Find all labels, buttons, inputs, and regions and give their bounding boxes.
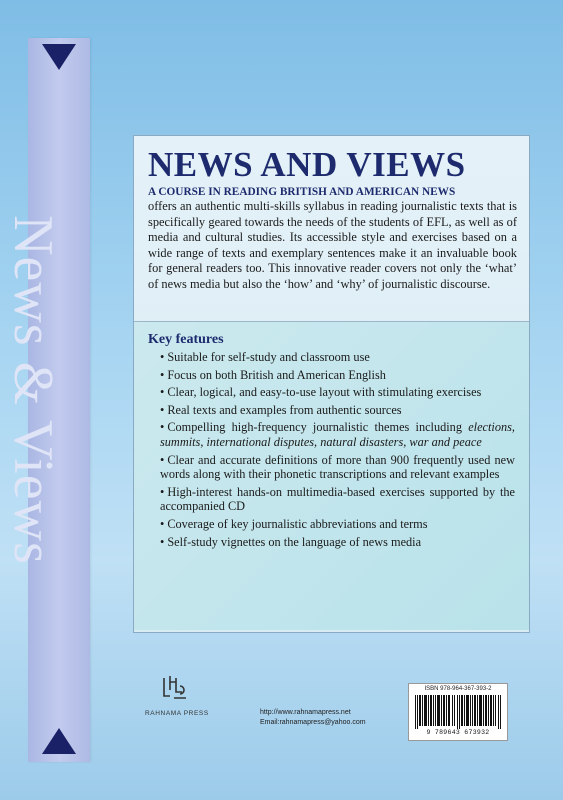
barcode-box xyxy=(408,683,508,741)
bullet-icon: • xyxy=(160,350,165,364)
bullet-icon: • xyxy=(160,452,165,467)
triangle-down-icon xyxy=(42,44,76,70)
publisher-name: RAHNAMA PRESS xyxy=(145,710,209,717)
bullet-icon: • xyxy=(160,385,165,400)
book-title: NEWS AND VIEWS xyxy=(148,145,466,184)
bullet-icon: • xyxy=(160,534,165,549)
bullet-icon: • xyxy=(160,367,165,382)
feature-item xyxy=(160,420,515,449)
feature-item xyxy=(160,485,515,514)
book-description: offers an authentic multi-skills syllabus in reading journalistic texts that is specifically geared towards the needs of the students of EFL, as well as of media and cultural studies. Its accessible style and exercises based on a wide range of texts and exemplary sentences make it an invaluable book for general readers too. This innovative reader covers not only the ‘what’ of news media but also the ‘how’ and ‘why’ of journalistic discourse. xyxy=(148,199,517,291)
feature-item xyxy=(160,403,515,418)
spine-title xyxy=(4,200,62,580)
book-subtitle: A COURSE IN READING BRITISH AND AMERICAN NEWS xyxy=(148,186,456,198)
barcode-number: 9 789643 673932 xyxy=(426,729,490,736)
features-list xyxy=(148,350,515,549)
feature-item xyxy=(160,350,515,365)
feature-item xyxy=(160,517,515,532)
feature-item xyxy=(160,453,515,482)
feature-text: Real texts and examples from authentic sources xyxy=(167,402,402,417)
feature-text: Clear and accurate definitions of more than 900 frequently used new words along with their phonetic transcriptions and relevant examples xyxy=(160,452,515,482)
feature-item xyxy=(160,535,515,550)
barcode-icon xyxy=(415,695,501,729)
feature-item xyxy=(160,368,515,383)
feature-text: Compelling high-frequency journalistic themes including xyxy=(167,420,462,435)
bullet-icon: • xyxy=(160,516,165,531)
publisher-logo-icon xyxy=(160,672,190,702)
intro-section xyxy=(134,136,529,322)
key-features-section xyxy=(134,322,529,630)
bullet-icon: • xyxy=(160,402,165,417)
website-link[interactable]: http://www.rahnamapress.net xyxy=(260,709,351,716)
contact-info xyxy=(260,708,366,728)
publisher-logo xyxy=(145,672,209,717)
triangle-up-icon xyxy=(42,728,76,754)
key-features-heading: Key features xyxy=(148,332,224,347)
feature-text: Coverage of key journalistic abbreviations and terms xyxy=(167,516,428,531)
feature-italic-text: elections, summits, international disputes, natural disasters, war and peace xyxy=(160,420,515,449)
email-text: Email:rahnamapress@yahoo.com xyxy=(260,719,366,726)
feature-text: Self-study vignettes on the language of news media xyxy=(167,534,422,549)
info-panel xyxy=(133,135,530,633)
spine-title-text: News & Views xyxy=(2,215,64,565)
feature-text: High-interest hands-on multimedia-based exercises supported by the accompanied CD xyxy=(160,484,515,514)
bullet-icon: • xyxy=(160,420,165,435)
feature-item xyxy=(160,385,515,400)
feature-text: Suitable for self-study and classroom use xyxy=(167,350,370,364)
bullet-icon: • xyxy=(160,484,165,499)
feature-text: Focus on both British and American English xyxy=(167,367,386,382)
feature-text: Clear, logical, and easy-to-use layout with stimulating exercises xyxy=(167,385,482,400)
isbn-text: ISBN 978-964-367-393-2 xyxy=(424,686,492,692)
